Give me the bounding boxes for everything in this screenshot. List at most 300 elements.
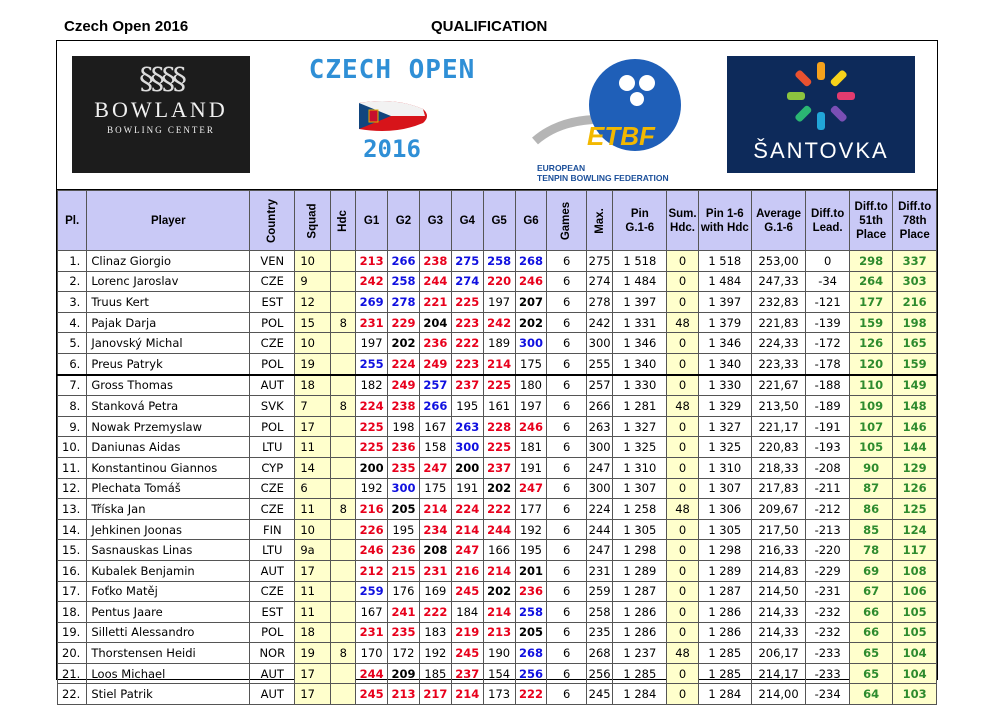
squad-cell: 17 — [295, 560, 331, 581]
diff-to-51th-cell: 86 — [849, 499, 893, 520]
bowland-subtitle: BOWLING CENTER — [107, 125, 215, 135]
pin-with-hdc-cell: 1 327 — [698, 416, 751, 437]
table-row — [58, 457, 937, 478]
game-2-score-cell: 236 — [388, 437, 420, 458]
game-5-score-cell: 225 — [483, 375, 515, 396]
sum-hdc-cell: 0 — [667, 622, 699, 643]
country-cell: CZE — [250, 478, 295, 499]
pin-total-cell: 1 258 — [613, 499, 667, 520]
pin-total-cell: 1 284 — [613, 684, 667, 705]
table-row — [58, 375, 937, 396]
rank-cell: 22. — [58, 684, 87, 705]
game-4-score-cell: 214 — [451, 519, 483, 540]
game-2-score-cell: 195 — [388, 519, 420, 540]
game-6-score-cell: 195 — [515, 540, 547, 561]
max-score-cell: 242 — [586, 312, 613, 333]
rank-cell: 12. — [58, 478, 87, 499]
col-header-diff-lead-label: Diff.to Lead. — [811, 207, 845, 234]
pin-with-hdc-cell: 1 285 — [698, 643, 751, 664]
col-header-pin — [613, 191, 667, 251]
pin-total-cell: 1 330 — [613, 375, 667, 396]
game-2-score-cell: 235 — [388, 622, 420, 643]
diff-to-78th-cell: 105 — [893, 622, 937, 643]
average-cell: 232,83 — [751, 292, 806, 313]
diff-to-51th-cell: 177 — [849, 292, 893, 313]
diff-to-78th-cell: 159 — [893, 353, 937, 374]
sum-hdc-cell: 0 — [667, 292, 699, 313]
pin-total-cell: 1 340 — [613, 353, 667, 374]
table-row — [58, 251, 937, 272]
country-cell: CZE — [250, 499, 295, 520]
diff-to-51th-cell: 107 — [849, 416, 893, 437]
pin-total-cell: 1 305 — [613, 519, 667, 540]
squad-cell: 19 — [295, 353, 331, 374]
game-3-score-cell: 169 — [419, 581, 451, 602]
table-row — [58, 312, 937, 333]
games-count-cell: 6 — [547, 375, 586, 396]
max-score-cell: 274 — [586, 271, 613, 292]
sum-hdc-cell: 0 — [667, 271, 699, 292]
game-1-score-cell: 225 — [356, 416, 388, 437]
country-cell: CZE — [250, 333, 295, 354]
game-4-score-cell: 219 — [451, 622, 483, 643]
games-count-cell: 6 — [547, 333, 586, 354]
average-cell: 209,67 — [751, 499, 806, 520]
diff-to-lead-cell: -178 — [806, 353, 850, 374]
game-5-score-cell: 190 — [483, 643, 515, 664]
game-2-score-cell: 172 — [388, 643, 420, 664]
bowling-ball-icon — [527, 53, 707, 161]
player-name-cell: Plechata Tomáš — [87, 478, 250, 499]
pin-total-cell: 1 331 — [613, 312, 667, 333]
sum-hdc-cell: 0 — [667, 457, 699, 478]
diff-to-51th-cell: 110 — [849, 375, 893, 396]
average-cell: 214,33 — [751, 622, 806, 643]
game-1-score-cell: 242 — [356, 271, 388, 292]
game-2-score-cell: 213 — [388, 684, 420, 705]
diff-to-lead-cell: -211 — [806, 478, 850, 499]
country-cell: LTU — [250, 437, 295, 458]
rank-cell: 20. — [58, 643, 87, 664]
sum-hdc-cell: 0 — [667, 519, 699, 540]
col-header-g1: G1 — [356, 191, 388, 251]
col-header-pl: Pl. — [58, 191, 87, 251]
table-row — [58, 540, 937, 561]
sum-hdc-cell: 0 — [667, 684, 699, 705]
game-5-score-cell: 189 — [483, 333, 515, 354]
rank-cell: 10. — [58, 437, 87, 458]
pin-total-cell: 1 298 — [613, 540, 667, 561]
player-name-cell: Pentus Jaare — [87, 602, 250, 623]
diff-to-51th-cell: 85 — [849, 519, 893, 540]
player-name-cell: Silletti Alessandro — [87, 622, 250, 643]
pin-total-cell: 1 286 — [613, 622, 667, 643]
game-1-score-cell: 216 — [356, 499, 388, 520]
game-4-score-cell: 191 — [451, 478, 483, 499]
max-score-cell: 300 — [586, 437, 613, 458]
squad-cell: 12 — [295, 292, 331, 313]
diff-to-lead-cell: -232 — [806, 622, 850, 643]
max-score-cell: 244 — [586, 519, 613, 540]
sum-hdc-cell: 0 — [667, 602, 699, 623]
col-header-squad-label: Squad — [306, 202, 319, 239]
hdc-cell — [331, 271, 356, 292]
game-6-score-cell: 268 — [515, 643, 547, 664]
game-3-score-cell: 231 — [419, 560, 451, 581]
max-score-cell: 275 — [586, 251, 613, 272]
games-count-cell: 6 — [547, 437, 586, 458]
col-header-sum-hdc — [667, 191, 699, 251]
max-score-cell: 257 — [586, 375, 613, 396]
squad-cell: 17 — [295, 684, 331, 705]
player-name-cell: Pajak Darja — [87, 312, 250, 333]
game-1-score-cell: 212 — [356, 560, 388, 581]
col-header-country-label: Country — [266, 198, 279, 243]
game-1-score-cell: 231 — [356, 312, 388, 333]
hdc-cell: 8 — [331, 312, 356, 333]
diff-to-lead-cell: -188 — [806, 375, 850, 396]
average-cell: 224,33 — [751, 333, 806, 354]
max-score-cell: 266 — [586, 396, 613, 417]
pin-with-hdc-cell: 1 340 — [698, 353, 751, 374]
game-2-score-cell: 215 — [388, 560, 420, 581]
game-1-score-cell: 170 — [356, 643, 388, 664]
country-cell: LTU — [250, 540, 295, 561]
game-6-score-cell: 256 — [515, 663, 547, 684]
game-6-score-cell: 247 — [515, 478, 547, 499]
player-name-cell: Janovský Michal — [87, 333, 250, 354]
game-4-score-cell: 275 — [451, 251, 483, 272]
game-6-score-cell: 222 — [515, 684, 547, 705]
game-3-score-cell: 204 — [419, 312, 451, 333]
qualification-table — [57, 190, 937, 705]
country-cell: CZE — [250, 581, 295, 602]
games-count-cell: 6 — [547, 416, 586, 437]
diff-to-lead-cell: -193 — [806, 437, 850, 458]
col-header-sum-hdc-label: Sum. Hdc. — [668, 207, 697, 234]
game-5-score-cell: 161 — [483, 396, 515, 417]
country-cell: POL — [250, 416, 295, 437]
squad-cell: 10 — [295, 519, 331, 540]
pin-total-cell: 1 237 — [613, 643, 667, 664]
table-row — [58, 663, 937, 684]
games-count-cell: 6 — [547, 292, 586, 313]
pin-with-hdc-cell: 1 484 — [698, 271, 751, 292]
results-sheet — [56, 40, 938, 702]
game-5-score-cell: 222 — [483, 499, 515, 520]
max-score-cell: 259 — [586, 581, 613, 602]
diff-to-51th-cell: 264 — [849, 271, 893, 292]
event-title: Czech Open 2016 — [64, 18, 189, 35]
player-name-cell: Jehkinen Joonas — [87, 519, 250, 540]
player-name-cell: Nowak Przemyslaw — [87, 416, 250, 437]
game-6-score-cell: 205 — [515, 622, 547, 643]
country-cell: AUT — [250, 560, 295, 581]
col-header-diff-51-label: Diff.to 51th Place — [854, 200, 888, 241]
game-3-score-cell: 257 — [419, 375, 451, 396]
sum-hdc-cell: 0 — [667, 581, 699, 602]
sum-hdc-cell: 0 — [667, 416, 699, 437]
diff-to-78th-cell: 117 — [893, 540, 937, 561]
squad-cell: 17 — [295, 663, 331, 684]
diff-to-lead-cell: -34 — [806, 271, 850, 292]
sum-hdc-cell: 0 — [667, 663, 699, 684]
diff-to-78th-cell: 198 — [893, 312, 937, 333]
diff-to-51th-cell: 66 — [849, 602, 893, 623]
player-name-cell: Thorstensen Heidi — [87, 643, 250, 664]
pin-with-hdc-cell: 1 325 — [698, 437, 751, 458]
pin-with-hdc-cell: 1 518 — [698, 251, 751, 272]
game-6-score-cell: 180 — [515, 375, 547, 396]
col-header-pin-with-hdc-label: Pin 1-6 with Hdc — [700, 207, 749, 234]
diff-to-78th-cell: 104 — [893, 643, 937, 664]
diff-to-78th-cell: 148 — [893, 396, 937, 417]
game-3-score-cell: 238 — [419, 251, 451, 272]
country-cell: AUT — [250, 375, 295, 396]
squad-cell: 14 — [295, 457, 331, 478]
average-cell: 247,33 — [751, 271, 806, 292]
games-count-cell: 6 — [547, 271, 586, 292]
game-4-score-cell: 224 — [451, 499, 483, 520]
diff-to-51th-cell: 159 — [849, 312, 893, 333]
table-row — [58, 396, 937, 417]
hdc-cell: 8 — [331, 396, 356, 417]
average-cell: 213,50 — [751, 396, 806, 417]
hdc-cell — [331, 581, 356, 602]
game-5-score-cell: 258 — [483, 251, 515, 272]
diff-to-78th-cell: 144 — [893, 437, 937, 458]
col-header-pin-label: Pin G.1-6 — [625, 207, 655, 234]
game-3-score-cell: 236 — [419, 333, 451, 354]
country-cell: POL — [250, 353, 295, 374]
game-3-score-cell: 247 — [419, 457, 451, 478]
diff-to-51th-cell: 120 — [849, 353, 893, 374]
game-6-score-cell: 300 — [515, 333, 547, 354]
game-5-score-cell: 213 — [483, 622, 515, 643]
table-row — [58, 292, 937, 313]
table-row — [58, 581, 937, 602]
game-1-score-cell: 244 — [356, 663, 388, 684]
game-2-score-cell: 300 — [388, 478, 420, 499]
diff-to-51th-cell: 69 — [849, 560, 893, 581]
section-title: QUALIFICATION — [431, 18, 548, 35]
country-cell: EST — [250, 602, 295, 623]
hdc-cell — [331, 478, 356, 499]
col-header-diff-78-label: Diff.to 78th Place — [898, 200, 932, 241]
santovka-name: ŠANTOVKA — [753, 138, 889, 163]
pin-with-hdc-cell: 1 287 — [698, 581, 751, 602]
pin-with-hdc-cell: 1 284 — [698, 684, 751, 705]
games-count-cell: 6 — [547, 622, 586, 643]
diff-to-78th-cell: 216 — [893, 292, 937, 313]
country-cell: SVK — [250, 396, 295, 417]
game-3-score-cell: 192 — [419, 643, 451, 664]
squad-cell: 11 — [295, 437, 331, 458]
hdc-cell — [331, 602, 356, 623]
player-name-cell: Tříska Jan — [87, 499, 250, 520]
game-1-score-cell: 224 — [356, 396, 388, 417]
hdc-cell — [331, 684, 356, 705]
game-2-score-cell: 236 — [388, 540, 420, 561]
games-count-cell: 6 — [547, 602, 586, 623]
col-header-diff-78 — [893, 191, 937, 251]
rank-cell: 6. — [58, 353, 87, 374]
player-name-cell: Daniunas Aidas — [87, 437, 250, 458]
game-4-score-cell: 245 — [451, 581, 483, 602]
country-cell: AUT — [250, 663, 295, 684]
game-5-score-cell: 166 — [483, 540, 515, 561]
table-row — [58, 333, 937, 354]
col-header-games — [547, 191, 586, 251]
diff-to-lead-cell: -189 — [806, 396, 850, 417]
game-6-score-cell: 197 — [515, 396, 547, 417]
squad-cell: 10 — [295, 333, 331, 354]
etbf-line1: EUROPEAN — [537, 163, 586, 173]
rank-cell: 7. — [58, 375, 87, 396]
table-row — [58, 684, 937, 705]
country-cell: CYP — [250, 457, 295, 478]
sum-hdc-cell: 0 — [667, 375, 699, 396]
game-2-score-cell: 209 — [388, 663, 420, 684]
hdc-cell: 8 — [331, 499, 356, 520]
diff-to-lead-cell: -220 — [806, 540, 850, 561]
rank-cell: 18. — [58, 602, 87, 623]
pin-with-hdc-cell: 1 298 — [698, 540, 751, 561]
sum-hdc-cell: 0 — [667, 560, 699, 581]
squad-cell: 9 — [295, 271, 331, 292]
game-5-score-cell: 237 — [483, 457, 515, 478]
pin-with-hdc-cell: 1 306 — [698, 499, 751, 520]
diff-to-78th-cell: 106 — [893, 581, 937, 602]
rank-cell: 19. — [58, 622, 87, 643]
table-body — [58, 251, 937, 705]
game-3-score-cell: 221 — [419, 292, 451, 313]
diff-to-78th-cell: 104 — [893, 663, 937, 684]
sum-hdc-cell: 0 — [667, 478, 699, 499]
diff-to-78th-cell: 124 — [893, 519, 937, 540]
game-1-score-cell: 213 — [356, 251, 388, 272]
col-header-g2: G2 — [388, 191, 420, 251]
max-score-cell: 231 — [586, 560, 613, 581]
hdc-cell — [331, 519, 356, 540]
rank-cell: 15. — [58, 540, 87, 561]
col-header-average-label: Average G.1-6 — [756, 207, 802, 234]
table-header-row — [58, 191, 937, 251]
diff-to-lead-cell: -233 — [806, 643, 850, 664]
max-score-cell: 256 — [586, 663, 613, 684]
col-header-max-label: Max. — [593, 207, 606, 234]
games-count-cell: 6 — [547, 519, 586, 540]
player-name-cell: Stiel Patrik — [87, 684, 250, 705]
hdc-cell — [331, 353, 356, 374]
country-cell: CZE — [250, 271, 295, 292]
pin-with-hdc-cell: 1 330 — [698, 375, 751, 396]
average-cell: 218,33 — [751, 457, 806, 478]
pin-with-hdc-cell: 1 307 — [698, 478, 751, 499]
country-cell: VEN — [250, 251, 295, 272]
average-cell: 221,17 — [751, 416, 806, 437]
average-cell: 214,17 — [751, 663, 806, 684]
game-4-score-cell: 223 — [451, 312, 483, 333]
average-cell: 216,33 — [751, 540, 806, 561]
diff-to-78th-cell: 125 — [893, 499, 937, 520]
squad-cell: 11 — [295, 602, 331, 623]
pin-total-cell: 1 281 — [613, 396, 667, 417]
diff-to-78th-cell: 108 — [893, 560, 937, 581]
hdc-cell — [331, 622, 356, 643]
sum-hdc-cell: 48 — [667, 312, 699, 333]
diff-to-51th-cell: 126 — [849, 333, 893, 354]
game-2-score-cell: 176 — [388, 581, 420, 602]
games-count-cell: 6 — [547, 540, 586, 561]
rank-cell: 13. — [58, 499, 87, 520]
sponsor-logo-strip — [57, 41, 937, 190]
game-6-score-cell: 236 — [515, 581, 547, 602]
col-header-diff-lead — [806, 191, 850, 251]
game-3-score-cell: 185 — [419, 663, 451, 684]
game-4-score-cell: 195 — [451, 396, 483, 417]
game-5-score-cell: 225 — [483, 437, 515, 458]
pin-with-hdc-cell: 1 286 — [698, 622, 751, 643]
table-row — [58, 416, 937, 437]
game-1-score-cell: 246 — [356, 540, 388, 561]
game-1-score-cell: 231 — [356, 622, 388, 643]
average-cell: 221,67 — [751, 375, 806, 396]
bowland-logo — [72, 56, 250, 173]
pin-total-cell: 1 285 — [613, 663, 667, 684]
bowland-name: BOWLAND — [94, 97, 228, 122]
game-6-score-cell: 268 — [515, 251, 547, 272]
game-3-score-cell: 183 — [419, 622, 451, 643]
player-name-cell: Loos Michael — [87, 663, 250, 684]
squad-cell: 10 — [295, 251, 331, 272]
game-2-score-cell: 266 — [388, 251, 420, 272]
game-6-score-cell: 258 — [515, 602, 547, 623]
diff-to-51th-cell: 298 — [849, 251, 893, 272]
game-4-score-cell: 300 — [451, 437, 483, 458]
games-count-cell: 6 — [547, 643, 586, 664]
diff-to-51th-cell: 87 — [849, 478, 893, 499]
rank-cell: 2. — [58, 271, 87, 292]
games-count-cell: 6 — [547, 251, 586, 272]
game-6-score-cell: 246 — [515, 416, 547, 437]
col-header-squad — [295, 191, 331, 251]
squad-cell: 19 — [295, 643, 331, 664]
player-name-cell: Stanková Petra — [87, 396, 250, 417]
game-2-score-cell: 241 — [388, 602, 420, 623]
rank-cell: 11. — [58, 457, 87, 478]
pin-total-cell: 1 289 — [613, 560, 667, 581]
sum-hdc-cell: 0 — [667, 437, 699, 458]
game-5-score-cell: 220 — [483, 271, 515, 292]
game-1-score-cell: 200 — [356, 457, 388, 478]
sum-hdc-cell: 48 — [667, 643, 699, 664]
game-5-score-cell: 214 — [483, 560, 515, 581]
pin-total-cell: 1 310 — [613, 457, 667, 478]
player-name-cell: Foťko Matěj — [87, 581, 250, 602]
average-cell: 217,83 — [751, 478, 806, 499]
game-6-score-cell: 246 — [515, 271, 547, 292]
pin-with-hdc-cell: 1 397 — [698, 292, 751, 313]
game-2-score-cell: 238 — [388, 396, 420, 417]
pin-with-hdc-cell: 1 305 — [698, 519, 751, 540]
col-header-g3: G3 — [419, 191, 451, 251]
diff-to-51th-cell: 65 — [849, 663, 893, 684]
game-2-score-cell: 258 — [388, 271, 420, 292]
diff-to-lead-cell: -172 — [806, 333, 850, 354]
max-score-cell: 224 — [586, 499, 613, 520]
col-header-games-label: Games — [560, 201, 573, 240]
